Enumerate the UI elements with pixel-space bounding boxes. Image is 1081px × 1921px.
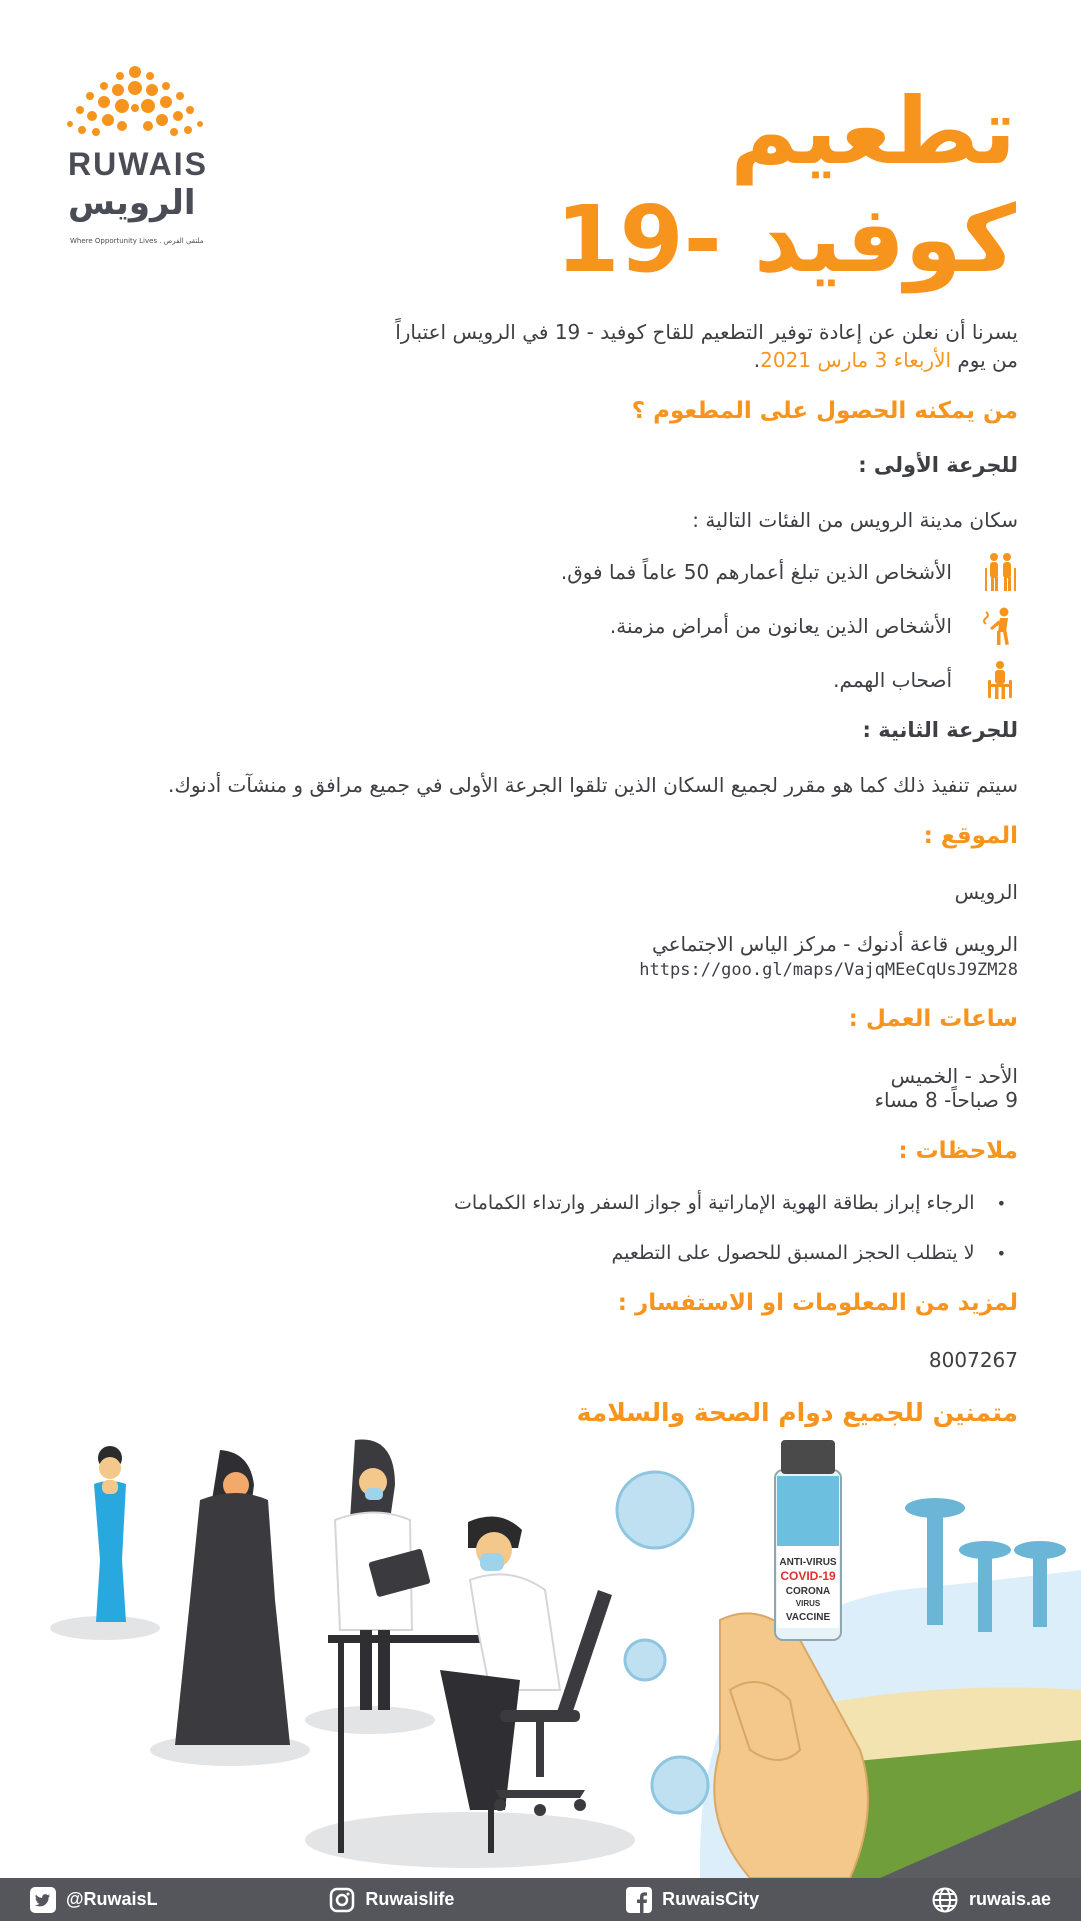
virus-particle-icon [617, 1472, 708, 1813]
vial-label-line-1: ANTI-VIRUS [779, 1557, 837, 1568]
social-instagram[interactable] [329, 1887, 454, 1913]
vial-label-line-4: VIRUS [795, 1599, 821, 1608]
sunburst-dots-icon [60, 60, 210, 140]
facebook-icon [626, 1887, 652, 1913]
twitter-handle: @RuwaisL [66, 1889, 158, 1909]
vial-label-line-2: COVID-19 [780, 1569, 836, 1583]
chronic-illness-icon [982, 606, 1018, 646]
hours-time: 9 صباحاً- 8 مساء [874, 1088, 1018, 1112]
eligibility-heading: من يمكنه الحصول على المطعوم ؟ [631, 398, 1018, 424]
second-dose-text: سيتم تنفيذ ذلك كما هو مقرر لجميع السكان الذين تلقوا الجرعة الأولى في جميع مرافق و منشآت أدنوك. [168, 773, 1018, 797]
note-item [28, 1192, 1018, 1214]
intro-suffix: . [753, 348, 761, 372]
note-item [28, 1242, 1018, 1264]
title-line-2: كوفيد -19 [555, 186, 1016, 293]
closing-message: متمنين للجميع دوام الصحة والسلامة [576, 1398, 1018, 1427]
social-facebook[interactable] [626, 1887, 759, 1913]
social-twitter[interactable] [30, 1887, 158, 1913]
logo-name-ar: الرويس [68, 183, 196, 223]
category-label: أصحاب الهمم. [833, 668, 952, 692]
note-text: الرجاء إبراز بطاقة الهوية الإماراتية أو جواز السفر وارتداء الكمامات [454, 1192, 975, 1214]
category-label: الأشخاص الذين يعانون من أمراض مزمنة. [609, 614, 952, 638]
category-label: الأشخاص الذين تبلغ أعمارهم 50 عاماً فما فوق. [560, 560, 952, 584]
category-item [28, 606, 1018, 646]
title-line-1: تطعيم [730, 78, 1016, 185]
twitter-icon [30, 1887, 56, 1913]
floor-shadow [305, 1706, 435, 1734]
contact-heading: لمزيد من المعلومات او الاستفسار : [617, 1290, 1018, 1316]
intro-date: الأربعاء 3 مارس 2021 [760, 348, 952, 372]
elderly-couple-icon [982, 552, 1018, 592]
facebook-handle: RuwaisCity [662, 1889, 760, 1909]
ruwais-logo [60, 60, 220, 245]
category-item [28, 552, 1018, 592]
social-footer [0, 1878, 1081, 1921]
residents-line: سكان مدينة الرويس من الفئات التالية : [692, 508, 1018, 532]
person-nurse [335, 1440, 431, 1710]
intro-prefix: من يوم [957, 348, 1018, 372]
person-woman-abaya [175, 1450, 290, 1745]
person-woman-blue [94, 1446, 126, 1622]
water-towers-icon [905, 1498, 1066, 1632]
category-item [28, 660, 1018, 700]
page-title [496, 78, 1016, 294]
logo-name-en: RUWAIS [68, 146, 208, 182]
notes-heading: ملاحظات : [898, 1138, 1018, 1164]
contact-phone[interactable]: 8007267 [928, 1348, 1018, 1372]
globe-icon [931, 1886, 959, 1914]
instagram-handle: Ruwaislife [365, 1889, 455, 1909]
website-link: ruwais.ae [968, 1889, 1051, 1909]
instagram-icon [329, 1887, 355, 1913]
logo-tagline: Where Opportunity Lives . ملتقى الفرص [70, 237, 204, 245]
note-text: لا يتطلب الحجز المسبق للحصول على التطعيم [611, 1242, 975, 1264]
bullet-icon: • [996, 1243, 1006, 1263]
location-heading: الموقع : [923, 823, 1018, 849]
location-city: الرويس [954, 880, 1018, 904]
vial-label-line-3: CORONA [785, 1586, 831, 1597]
bullet-icon: • [996, 1193, 1006, 1213]
intro-paragraph [28, 318, 1018, 374]
second-dose-heading: للجرعة الثانية : [862, 718, 1018, 742]
intro-line-2 [28, 346, 1018, 374]
vial-label-line-5: VACCINE [785, 1612, 831, 1623]
social-website[interactable] [931, 1886, 1051, 1914]
vaccine-vial-icon [775, 1440, 841, 1640]
hours-days: الأحد - الخميس [890, 1064, 1018, 1088]
first-dose-heading: للجرعة الأولى : [858, 453, 1018, 477]
intro-line-1: يسرنا أن نعلن عن إعادة توفير التطعيم للقاح كوفيد - 19 في الرويس اعتباراً [395, 320, 1018, 344]
wheelchair-icon [982, 660, 1018, 700]
location-venue: الرويس قاعة أدنوك - مركز الياس الاجتماعي [651, 932, 1018, 956]
floor-shadow [305, 1812, 635, 1868]
vaccination-illustration [0, 1390, 1081, 1878]
hours-heading: ساعات العمل : [848, 1006, 1018, 1032]
map-link[interactable]: https://goo.gl/maps/VajqMEeCqUsJ9ZM28 [639, 960, 1018, 980]
